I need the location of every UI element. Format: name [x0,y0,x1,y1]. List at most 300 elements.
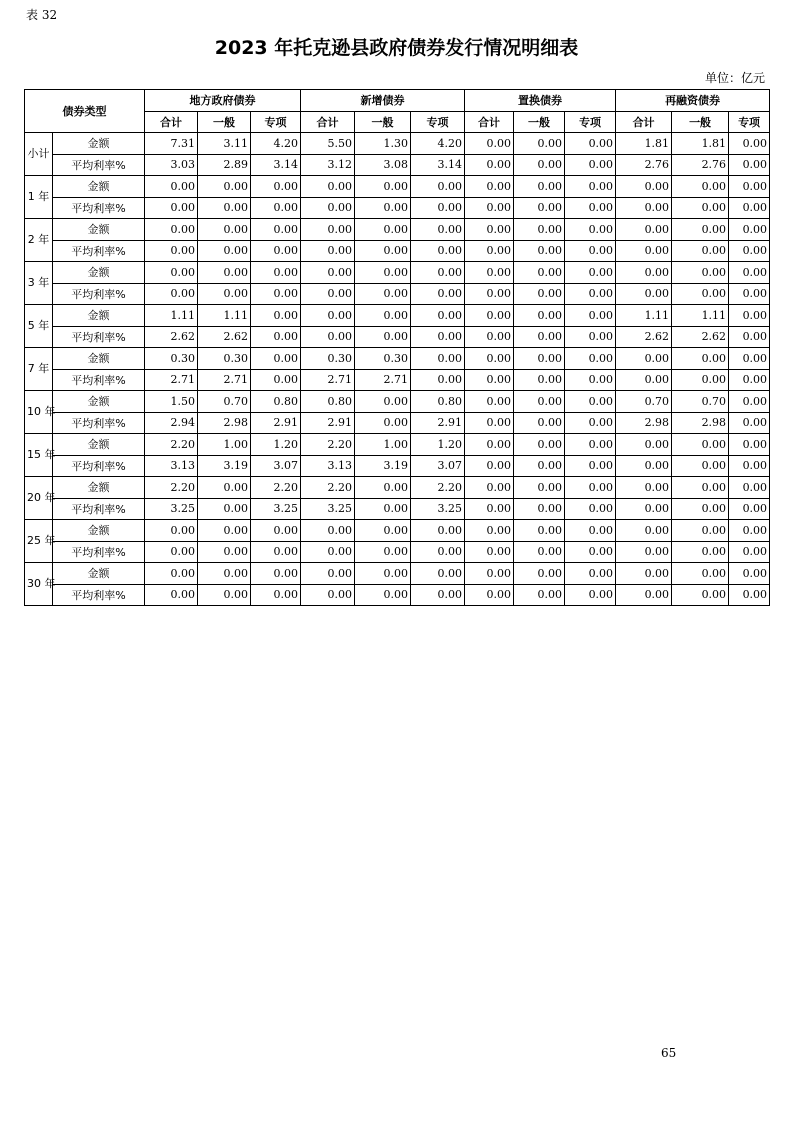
value-cell: 0.00 [514,520,565,542]
value-cell: 2.98 [616,412,672,434]
value-cell: 0.00 [411,326,465,348]
page-number: 65 [661,1046,677,1060]
table-row [25,434,770,456]
value-cell: 3.11 [198,133,251,155]
value-cell: 0.00 [198,219,251,241]
value-cell: 0.00 [565,434,616,456]
value-cell: 0.00 [729,154,770,176]
value-cell: 0.00 [145,283,198,305]
value-cell: 0.00 [355,326,411,348]
term-group-label: 3 年 [25,262,53,305]
group-header-replacement: 置换债券 [465,90,616,112]
value-cell: 2.20 [251,477,301,499]
term-group-label: 20 年 [25,477,53,520]
value-cell: 2.91 [251,412,301,434]
value-cell: 0.00 [301,305,355,327]
table-row [25,326,770,348]
value-cell: 2.20 [301,477,355,499]
value-cell: 2.62 [145,326,198,348]
value-cell: 0.00 [616,584,672,606]
value-cell: 0.00 [729,498,770,520]
value-cell: 0.00 [672,455,729,477]
value-cell: 0.00 [355,262,411,284]
value-cell: 0.00 [465,197,514,219]
value-cell: 0.00 [301,219,355,241]
value-cell: 0.00 [729,541,770,563]
value-cell: 0.00 [465,154,514,176]
value-cell: 2.89 [198,154,251,176]
value-cell: 0.00 [465,326,514,348]
value-cell: 0.00 [565,455,616,477]
value-cell: 0.00 [616,434,672,456]
value-cell: 1.81 [616,133,672,155]
value-cell: 0.00 [514,455,565,477]
value-cell: 0.00 [514,176,565,198]
term-group-label: 7 年 [25,348,53,391]
value-cell: 0.80 [251,391,301,413]
value-cell: 0.00 [672,563,729,585]
table-row [25,154,770,176]
value-cell: 0.00 [411,563,465,585]
subheader-general: 一般 [514,111,565,133]
value-cell: 0.00 [251,262,301,284]
table-row [25,369,770,391]
value-cell: 1.00 [355,434,411,456]
value-cell: 0.00 [301,326,355,348]
value-cell: 0.00 [411,305,465,327]
value-cell: 0.00 [465,240,514,262]
table-row [25,348,770,370]
bond-issuance-table [24,89,770,606]
value-cell: 0.00 [411,369,465,391]
table-number: 表 32 [26,8,58,22]
value-cell: 3.07 [411,455,465,477]
avg-rate-label: 平均利率% [53,326,145,348]
value-cell: 0.00 [565,176,616,198]
value-cell: 0.00 [616,348,672,370]
value-cell: 0.00 [514,154,565,176]
value-cell: 0.00 [616,541,672,563]
value-cell: 0.00 [301,176,355,198]
amount-label: 金额 [53,133,145,155]
value-cell: 1.11 [145,305,198,327]
value-cell: 0.00 [355,498,411,520]
amount-label: 金额 [53,563,145,585]
value-cell: 0.00 [301,584,355,606]
value-cell: 0.70 [198,391,251,413]
value-cell: 1.50 [145,391,198,413]
table-body [25,133,770,606]
term-group-label: 10 年 [25,391,53,434]
value-cell: 0.00 [251,240,301,262]
value-cell: 4.20 [411,133,465,155]
value-cell: 0.00 [465,412,514,434]
value-cell: 0.00 [616,477,672,499]
avg-rate-label: 平均利率% [53,412,145,434]
value-cell: 0.00 [616,520,672,542]
value-cell: 0.00 [565,262,616,284]
term-group-label: 30 年 [25,563,53,606]
value-cell: 0.00 [411,584,465,606]
value-cell: 0.00 [465,391,514,413]
value-cell: 0.00 [514,240,565,262]
table-row [25,541,770,563]
value-cell: 0.00 [565,348,616,370]
value-cell: 0.00 [729,133,770,155]
value-cell: 2.20 [145,434,198,456]
table-row [25,219,770,241]
amount-label: 金额 [53,477,145,499]
value-cell: 0.30 [145,348,198,370]
value-cell: 0.00 [616,197,672,219]
value-cell: 3.13 [301,455,355,477]
unit-label: 单位：亿元 [704,71,765,85]
value-cell: 0.00 [355,563,411,585]
value-cell: 0.00 [465,498,514,520]
value-cell: 0.00 [465,262,514,284]
value-cell: 0.00 [465,219,514,241]
value-cell: 0.00 [251,348,301,370]
subheader-total: 合计 [616,111,672,133]
value-cell: 0.00 [729,240,770,262]
value-cell: 5.50 [301,133,355,155]
value-cell: 0.00 [729,520,770,542]
value-cell: 0.00 [465,563,514,585]
value-cell: 0.00 [565,154,616,176]
value-cell: 0.00 [672,498,729,520]
value-cell: 0.00 [514,219,565,241]
value-cell: 0.00 [251,541,301,563]
value-cell: 0.00 [729,391,770,413]
amount-label: 金额 [53,434,145,456]
value-cell: 0.00 [729,477,770,499]
value-cell: 1.20 [251,434,301,456]
value-cell: 3.14 [251,154,301,176]
value-cell: 0.00 [301,283,355,305]
value-cell: 0.00 [729,434,770,456]
value-cell: 0.00 [616,455,672,477]
value-cell: 3.25 [251,498,301,520]
table-row [25,240,770,262]
value-cell: 0.00 [514,391,565,413]
value-cell: 0.00 [616,240,672,262]
value-cell: 0.00 [145,520,198,542]
value-cell: 2.20 [145,477,198,499]
value-cell: 0.00 [514,498,565,520]
value-cell: 0.00 [355,520,411,542]
value-cell: 0.00 [198,563,251,585]
amount-label: 金额 [53,305,145,327]
value-cell: 0.00 [514,348,565,370]
value-cell: 2.62 [672,326,729,348]
value-cell: 0.00 [355,477,411,499]
value-cell: 0.00 [616,176,672,198]
value-cell: 0.00 [251,520,301,542]
value-cell: 0.00 [411,219,465,241]
value-cell: 0.00 [729,305,770,327]
value-cell: 0.00 [301,563,355,585]
value-cell: 2.76 [672,154,729,176]
avg-rate-label: 平均利率% [53,584,145,606]
value-cell: 0.00 [729,412,770,434]
value-cell: 3.14 [411,154,465,176]
subheader-total: 合计 [301,111,355,133]
amount-label: 金额 [53,219,145,241]
value-cell: 2.94 [145,412,198,434]
value-cell: 0.00 [355,305,411,327]
value-cell: 3.07 [251,455,301,477]
value-cell: 0.00 [465,305,514,327]
table-row [25,584,770,606]
value-cell: 0.00 [616,262,672,284]
term-group-label: 1 年 [25,176,53,219]
value-cell: 0.00 [411,283,465,305]
value-cell: 0.70 [616,391,672,413]
value-cell: 0.00 [465,434,514,456]
value-cell: 2.71 [145,369,198,391]
value-cell: 0.00 [145,197,198,219]
value-cell: 3.25 [301,498,355,520]
value-cell: 0.00 [729,262,770,284]
value-cell: 0.00 [411,520,465,542]
value-cell: 0.00 [514,326,565,348]
value-cell: 0.00 [465,369,514,391]
value-cell: 2.91 [301,412,355,434]
value-cell: 0.00 [198,283,251,305]
value-cell: 0.00 [672,369,729,391]
avg-rate-label: 平均利率% [53,197,145,219]
value-cell: 0.00 [672,197,729,219]
value-cell: 0.00 [565,541,616,563]
value-cell: 0.00 [729,348,770,370]
term-group-label: 2 年 [25,219,53,262]
value-cell: 0.00 [251,197,301,219]
value-cell: 0.00 [198,541,251,563]
value-cell: 0.00 [672,283,729,305]
avg-rate-label: 平均利率% [53,541,145,563]
value-cell: 0.00 [198,197,251,219]
value-cell: 0.00 [616,283,672,305]
table-row [25,176,770,198]
value-cell: 0.00 [729,584,770,606]
value-cell: 0.00 [672,584,729,606]
value-cell: 0.00 [565,477,616,499]
value-cell: 0.00 [514,563,565,585]
term-group-label: 小计 [25,133,53,176]
value-cell: 0.30 [301,348,355,370]
value-cell: 0.00 [465,584,514,606]
value-cell: 7.31 [145,133,198,155]
value-cell: 2.62 [616,326,672,348]
value-cell: 2.98 [672,412,729,434]
value-cell: 0.00 [565,326,616,348]
table-row [25,133,770,155]
subheader-special: 专项 [729,111,770,133]
amount-label: 金额 [53,391,145,413]
value-cell: 0.00 [672,541,729,563]
value-cell: 1.11 [672,305,729,327]
group-header-new: 新增债券 [301,90,465,112]
page-title: 2023 年托克逊县政府债券发行情况明细表 [214,37,579,59]
value-cell: 0.00 [729,326,770,348]
value-cell: 0.00 [465,176,514,198]
table-row [25,412,770,434]
value-cell: 0.00 [672,219,729,241]
value-cell: 1.30 [355,133,411,155]
value-cell: 2.20 [301,434,355,456]
value-cell: 0.00 [301,262,355,284]
value-cell: 0.00 [301,541,355,563]
value-cell: 3.19 [355,455,411,477]
value-cell: 1.11 [616,305,672,327]
value-cell: 0.00 [616,563,672,585]
value-cell: 0.00 [355,197,411,219]
value-cell: 0.00 [251,219,301,241]
group-header-local: 地方政府债券 [145,90,301,112]
value-cell: 2.20 [411,477,465,499]
value-cell: 0.00 [411,262,465,284]
value-cell: 0.00 [465,455,514,477]
value-cell: 0.00 [411,240,465,262]
table-row [25,498,770,520]
subheader-general: 一般 [672,111,729,133]
value-cell: 0.00 [672,262,729,284]
table-row [25,305,770,327]
value-cell: 0.00 [465,133,514,155]
value-cell: 0.00 [251,326,301,348]
value-cell: 0.00 [198,477,251,499]
avg-rate-label: 平均利率% [53,369,145,391]
value-cell: 2.71 [198,369,251,391]
value-cell: 0.00 [355,412,411,434]
value-cell: 3.13 [145,455,198,477]
value-cell: 0.00 [465,541,514,563]
value-cell: 0.00 [729,197,770,219]
value-cell: 0.00 [355,240,411,262]
value-cell: 0.00 [672,176,729,198]
value-cell: 0.00 [145,262,198,284]
value-cell: 0.00 [565,305,616,327]
value-cell: 0.00 [729,455,770,477]
value-cell: 0.00 [465,348,514,370]
value-cell: 1.00 [198,434,251,456]
value-cell: 0.00 [514,305,565,327]
value-cell: 0.00 [145,584,198,606]
value-cell: 0.00 [514,283,565,305]
value-cell: 0.00 [411,176,465,198]
value-cell: 4.20 [251,133,301,155]
table-row [25,455,770,477]
value-cell: 0.00 [729,176,770,198]
value-cell: 0.00 [514,197,565,219]
subheader-special: 专项 [565,111,616,133]
value-cell: 0.00 [729,563,770,585]
value-cell: 0.00 [672,434,729,456]
value-cell: 0.00 [411,197,465,219]
value-cell: 0.00 [355,541,411,563]
value-cell: 0.00 [411,541,465,563]
value-cell: 0.00 [355,283,411,305]
value-cell: 0.00 [145,541,198,563]
value-cell: 0.00 [301,520,355,542]
value-cell: 0.00 [411,348,465,370]
value-cell: 0.00 [565,197,616,219]
value-cell: 0.00 [251,369,301,391]
value-cell: 0.00 [672,520,729,542]
value-cell: 0.00 [514,133,565,155]
amount-label: 金额 [53,176,145,198]
amount-label: 金额 [53,520,145,542]
value-cell: 0.00 [729,283,770,305]
value-cell: 1.11 [198,305,251,327]
value-cell: 0.30 [198,348,251,370]
table-row [25,477,770,499]
value-cell: 0.00 [301,240,355,262]
value-cell: 0.00 [672,348,729,370]
value-cell: 2.98 [198,412,251,434]
amount-label: 金额 [53,262,145,284]
value-cell: 3.25 [145,498,198,520]
value-cell: 3.08 [355,154,411,176]
value-cell: 0.00 [251,176,301,198]
value-cell: 0.00 [565,133,616,155]
value-cell: 0.00 [514,477,565,499]
value-cell: 3.03 [145,154,198,176]
value-cell: 0.00 [251,283,301,305]
table-row [25,520,770,542]
value-cell: 0.00 [514,262,565,284]
value-cell: 0.00 [465,477,514,499]
term-group-label: 25 年 [25,520,53,563]
table-row [25,197,770,219]
subheader-general: 一般 [355,111,411,133]
value-cell: 0.00 [355,391,411,413]
value-cell: 0.00 [301,197,355,219]
value-cell: 0.80 [301,391,355,413]
value-cell: 2.76 [616,154,672,176]
value-cell: 0.00 [565,391,616,413]
value-cell: 0.00 [514,541,565,563]
value-cell: 0.00 [145,240,198,262]
value-cell: 0.00 [198,498,251,520]
value-cell: 0.00 [616,369,672,391]
avg-rate-label: 平均利率% [53,240,145,262]
value-cell: 0.00 [565,412,616,434]
subheader-general: 一般 [198,111,251,133]
value-cell: 0.00 [145,219,198,241]
term-group-label: 5 年 [25,305,53,348]
value-cell: 0.00 [198,584,251,606]
value-cell: 0.00 [198,262,251,284]
value-cell: 2.71 [355,369,411,391]
value-cell: 1.81 [672,133,729,155]
value-cell: 0.00 [565,563,616,585]
value-cell: 0.00 [198,176,251,198]
avg-rate-label: 平均利率% [53,455,145,477]
value-cell: 0.00 [251,584,301,606]
value-cell: 0.00 [514,369,565,391]
value-cell: 0.00 [465,520,514,542]
table-row [25,391,770,413]
table-row [25,283,770,305]
table-row [25,262,770,284]
value-cell: 0.00 [514,434,565,456]
value-cell: 0.00 [565,584,616,606]
subheader-total: 合计 [145,111,198,133]
subheader-total: 合计 [465,111,514,133]
value-cell: 1.20 [411,434,465,456]
value-cell: 0.00 [355,584,411,606]
